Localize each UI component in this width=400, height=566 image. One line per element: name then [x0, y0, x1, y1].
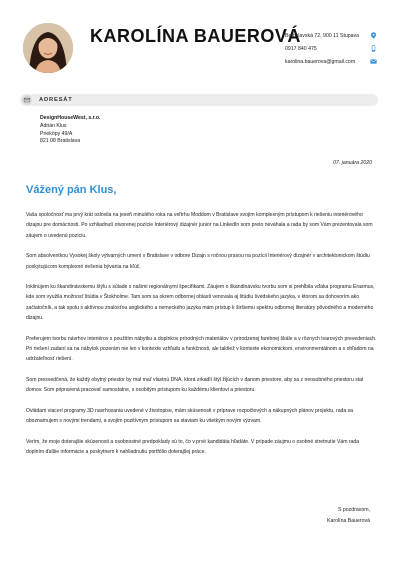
envelope-icon: [22, 95, 32, 105]
recipient-street: Prieköpy 49/A: [40, 130, 73, 137]
email-text[interactable]: karolina.bauerova@gmail.com: [285, 58, 356, 65]
paragraph: Ovládam viacerí programy 3D navrhovania uvedené v životopise, mám skúsenosti v príprave rozpočtových a nákupných plánov projektu, rada sa oboznamujem s novými trendami, a svojím pozitívnym prístupom sa staviam ku všetkým novým výzvam.: [26, 407, 354, 425]
recipient-person: Adrián Klus: [40, 122, 67, 129]
letter-date: 07. januára 2020: [333, 160, 372, 166]
paragraph: Preferujem tvorbu návrhov interiérov s použitím nábytku a doplnkov prírodných materiálov v prirodzenej farebnej škále a v rôznych tvarových prevedeniach. Pri riešení zadaní sa na nábytok pozerám nie len v kontexte vzhľadu a funkčnosti, ale taktiež v kontexte ekonomickom, environmentálnom a s ohľadom na udržateľnosť riešení.: [26, 335, 377, 363]
contact-email[interactable]: [285, 55, 377, 68]
contact-block: [285, 29, 377, 68]
profile-photo: [23, 23, 73, 73]
paragraph: Inklinujem ku škandinávskemu štýlu s súlade s našimi regionálnymi špecifikami. Záujem o škandinávsku tvorbu som si prehĺbila vďaka programu Erasmus, kde som využila možnosť štúdia v Štokholme. Tam som sa okrem odbornej oblasti venovala aj štúdiu švédskeho jazyka, v ktorom sa dohovorím ako začiatočník, a tak spolu s aktívnou znalosťou anglického a nemeckého jazyka mám prístup k širšiemu spektru odbornej literatúry pôvodného a moderného dizajnu.: [26, 284, 375, 322]
paragraph: Som absolventkou Vysokej školy výtvarných umení v Bratislave v odbore Dizajn s ročnou praxou na pozícii Interiérový dizajnér v architektonickom štúdiu poskytujúcom komplexné riešenia bývania na kľúč.: [26, 253, 370, 270]
phone-icon: [370, 45, 377, 52]
phone-text: 0917 840 475: [285, 45, 317, 52]
applicant-name: KAROLÍNA BAUEROVÁ: [90, 26, 301, 46]
letter-body: [26, 210, 378, 467]
location-pin-icon: [370, 32, 377, 39]
section-title: ADRESÁT: [39, 97, 73, 103]
paragraph: Vaša spoločnosť ma prvý krát oslovila na jeseň minulého roka na veľtrhu Moddom v Bratislave svojím komplexným prístupom k riešeniu interiérového dizajnu pre domácnosti. Po vzhliadnutí otvorenej pozície Interiérový dizajnér junior na LinkedIn som preto neváhala a rada by som Vám prezentovala som záujem o uvedenú pozíciu.: [26, 212, 373, 239]
contact-phone: [285, 42, 377, 55]
recipient-section-bar: [20, 94, 378, 106]
closing-block: [327, 505, 370, 526]
envelope-icon: [370, 58, 377, 65]
recipient-company: DesignHouseWest, s.r.o.: [40, 115, 101, 121]
address-text: Bratislavská 72, 900 11 Stupava: [285, 32, 360, 39]
closing-salutation: S pozdravom,: [337, 507, 370, 513]
greeting: Vážený pán Klus,: [26, 184, 117, 196]
paragraph: Verím, že moje doterajšie skúsenosti a osobnostné predpoklady sú to, čo v prvé kandidáta hľadáte. V prípade záujmu o osobné stretnutie Vám rada doplním ďalšie informácie a poskytnem k nahliadnutiu portfólio doterajšej práce.: [26, 438, 360, 455]
recipient-city: 821 08 Bratislava: [40, 138, 81, 145]
signature-name: Karolína Bauerová: [327, 517, 370, 524]
recipient-address: [40, 115, 100, 146]
contact-address: [285, 29, 377, 42]
paragraph: Som presvedčená, že každý obytný priestor by mal mať vlastnú DNA, ktorá zrkadlí štýl žijúcich v danom priestore, aby sa z neosobného priestoru stal domov. Som pripravená pracovať samostatne, s osobitým prístupom ku každému klientovi a priestoru.: [26, 376, 364, 394]
